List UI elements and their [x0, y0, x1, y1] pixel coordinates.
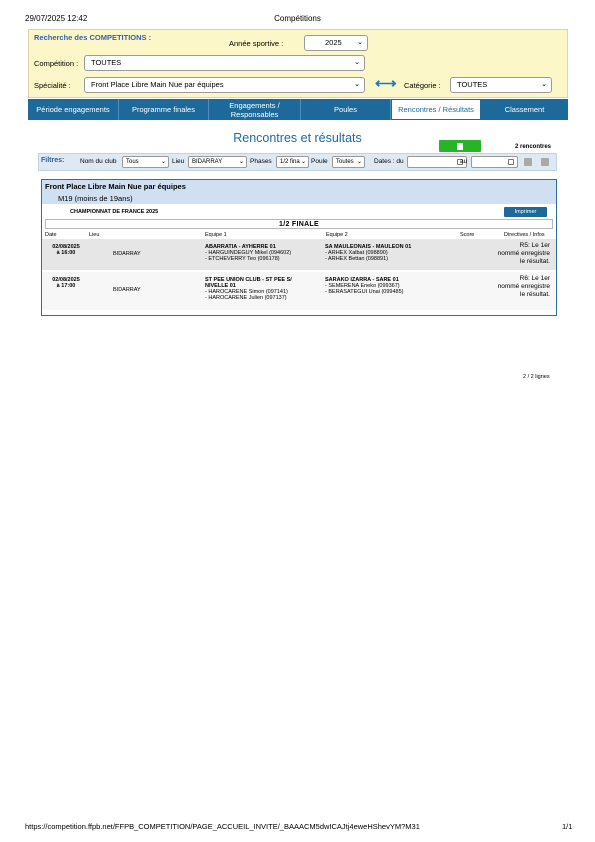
competition-name: Front Place Libre Main Nue par équipes — [45, 182, 186, 191]
team2-name: SARAKO IZARRA - SARE 01 — [325, 277, 399, 283]
team1-name: ST PEE UNION CLUB - ST PEE S/ — [205, 277, 292, 283]
filters-bar — [38, 153, 557, 171]
tab-poules[interactable]: Poules — [301, 99, 391, 120]
speciality-label: Spécialité : — [34, 81, 71, 90]
team2-player: - BERASATEGUI Unai (099485) — [325, 289, 404, 295]
competition-label: Compétition : — [34, 59, 79, 68]
date-to-label: au — [460, 158, 468, 165]
chevron-down-icon: ⌄ — [541, 81, 547, 88]
match-place: BIDARRAY — [113, 287, 141, 293]
dates-label: Dates : du — [374, 158, 404, 165]
competition-select[interactable] — [84, 55, 365, 71]
tab-engagements-responsables[interactable]: Engagements / Responsables — [209, 99, 301, 120]
col-team1: Equipe 1 — [205, 232, 227, 238]
match-count: 2 rencontres — [515, 144, 552, 150]
team1-player: - HARGUINDEGUY Mikel (094602) — [205, 250, 292, 256]
chevron-down-icon: ⌄ — [238, 159, 244, 165]
place-value: BIDARRAY — [192, 159, 223, 165]
phases-label: Phases — [250, 158, 272, 165]
tab-rencontres-resultats[interactable]: Rencontres / Résultats — [391, 99, 481, 120]
col-team2: Equipe 2 — [326, 232, 348, 238]
chevron-down-icon: ⌄ — [300, 159, 306, 165]
col-info: Directives / Infos — [504, 232, 545, 238]
season-label: Année sportive : — [229, 39, 284, 48]
match-info: R5: Le 1er — [519, 242, 550, 249]
tab-bar — [28, 99, 568, 120]
team2-name: SA MAULEONAIS - MAULEON 01 — [325, 244, 412, 250]
tab-periode-engagements[interactable]: Période engagements — [28, 99, 119, 120]
tab-programme-finales[interactable]: Programme finales — [119, 99, 209, 120]
match-info: nommé enregistre — [497, 283, 550, 290]
match-info: nommé enregistre — [497, 250, 550, 257]
team1-name: ABARRATIA - AYHERRE 01 — [205, 244, 276, 250]
double-arrow-icon[interactable]: ⟷ — [375, 75, 397, 92]
chevron-down-icon: ⌄ — [160, 159, 166, 165]
table-row — [42, 239, 556, 270]
team1-player: - HAROCARENE Simon (097141) — [205, 289, 288, 295]
print-title: Compétitions — [274, 14, 321, 23]
results-header — [42, 180, 556, 204]
tab-classement[interactable]: Classement — [504, 105, 545, 114]
match-date: 02/08/2025 — [52, 277, 80, 283]
col-score: Score — [460, 232, 475, 238]
speciality-value: Front Place Libre Main Nue par équipes — [91, 80, 224, 89]
category-label: Catégorie : — [404, 81, 441, 90]
date-to-input[interactable] — [471, 156, 518, 168]
category-value: TOUTES — [457, 80, 488, 89]
col-date: Date — [45, 232, 57, 238]
pool-select[interactable] — [332, 156, 365, 168]
footer-url: https://competition.ffpb.net/FFPB_COMPETITION/PAGE_ACCUEIL_INVITE/_BAAACM5dwICAJtj4eweHShevYM?M31 — [25, 822, 420, 831]
club-value: Tous — [126, 159, 139, 165]
team1-name: NIVELLE 01 — [205, 283, 236, 289]
club-select[interactable] — [122, 156, 169, 168]
team1-player: - HAROCARENE Julien (097137) — [205, 295, 287, 301]
phases-value: 1/2 fina — [280, 159, 300, 165]
team2-player: - ARHEX Xalbat (098890) — [325, 250, 388, 256]
page-title: Rencontres et résultats — [233, 131, 362, 145]
search-panel — [28, 29, 568, 98]
date-from-input[interactable] — [407, 156, 467, 168]
team2-player: - SEMERENA Eneko (099367) — [325, 283, 400, 289]
calendar-icon[interactable] — [508, 159, 514, 165]
filters-title: Filtres: — [41, 157, 65, 164]
match-date: 02/08/2025 — [52, 244, 80, 250]
chevron-down-icon: ⌄ — [354, 59, 360, 66]
match-time: à 16:00 — [56, 250, 76, 256]
place-select[interactable] — [188, 156, 247, 168]
filter-apply-button[interactable] — [524, 158, 532, 166]
export-button[interactable] — [439, 140, 481, 152]
club-label: Nom du club — [80, 158, 117, 165]
chevron-down-icon: ⌄ — [356, 159, 362, 165]
pool-label: Poule — [311, 158, 328, 165]
speciality-select[interactable] — [84, 77, 365, 93]
line-count: 2 / 2 lignes — [523, 374, 550, 380]
match-info: R6: Le 1er — [519, 275, 550, 282]
phase-title: 1/2 FINALE — [45, 219, 553, 229]
chevron-down-icon: ⌄ — [354, 81, 360, 88]
team2-player: - ARHEX Bettan (098891) — [325, 256, 388, 262]
match-info: le résultat. — [520, 258, 550, 265]
results-box — [41, 179, 557, 316]
footer-page-number: 1/1 — [562, 822, 573, 831]
pool-value: Toutes — [336, 159, 354, 165]
season-value: 2025 — [325, 38, 342, 47]
print-button[interactable]: Imprimer — [504, 207, 547, 217]
competition-value: TOUTES — [91, 58, 122, 67]
match-time: à 17:00 — [56, 283, 76, 289]
match-info: le résultat. — [520, 291, 550, 298]
category-select[interactable] — [450, 77, 552, 93]
phases-select[interactable] — [276, 156, 309, 168]
category-name: M19 (moins de 19ans) — [58, 194, 133, 203]
championship-name: CHAMPIONNAT DE FRANCE 2025 — [70, 209, 159, 215]
place-label: Lieu — [172, 158, 185, 165]
filter-clear-button[interactable] — [541, 158, 549, 166]
season-select[interactable] — [304, 35, 368, 51]
table-row — [42, 272, 556, 310]
team1-player: - ETCHEVERRY Teo (096178) — [205, 256, 280, 262]
spreadsheet-icon — [457, 143, 463, 150]
print-datetime: 29/07/2025 12:42 — [25, 14, 88, 23]
search-title: Recherche des COMPETITIONS : — [34, 33, 152, 42]
chevron-down-icon: ⌄ — [357, 39, 363, 46]
match-place: BIDARRAY — [113, 251, 141, 257]
col-place: Lieu — [89, 232, 100, 238]
